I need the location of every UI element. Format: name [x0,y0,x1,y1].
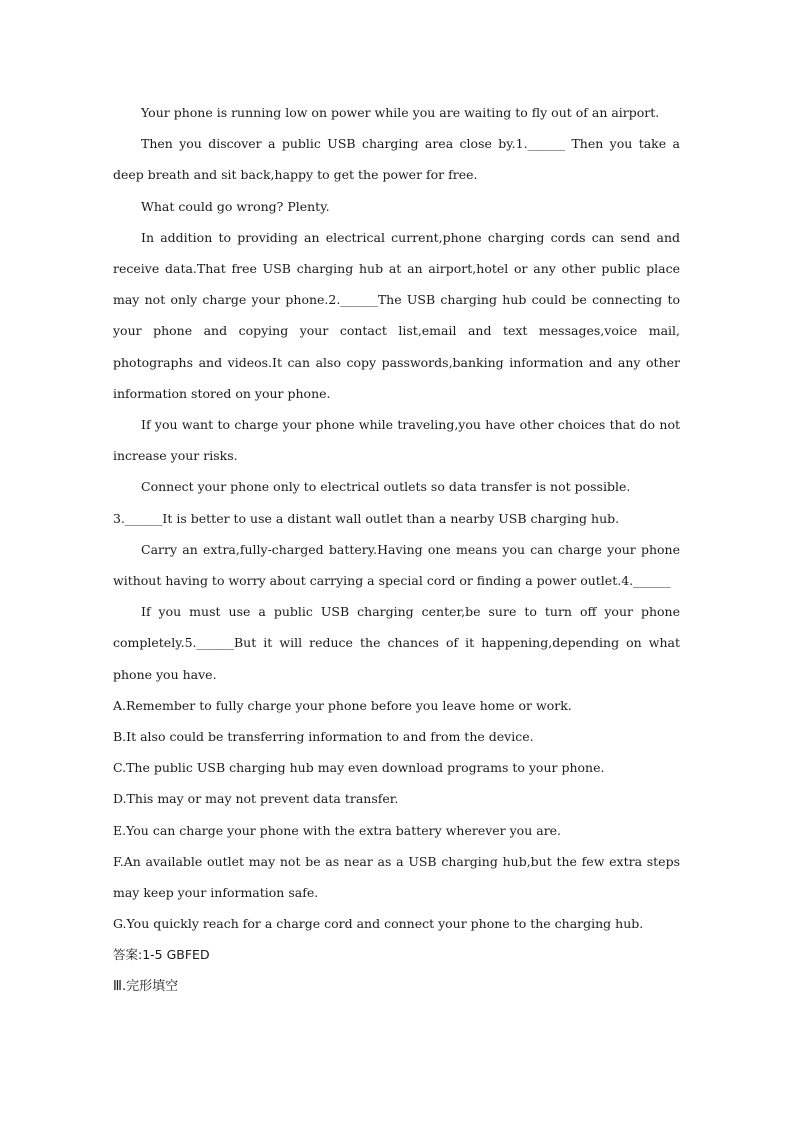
option-c: C.The public USB charging hub may even download programs to your phone. [113,760,605,776]
passage-paragraph-6: Connect your phone only to electrical outlets so data transfer is not possible. [141,479,631,495]
section-heading: Ⅲ.完形填空 [113,978,179,994]
option-f: F.An available outlet may not be as near as a USB charging hub,but the few extra steps may keep your information safe. [113,853,680,901]
option-e: E.You can charge your phone with the extra battery wherever you are. [113,822,562,838]
option-a: A.Remember to fully charge your phone before you leave home or work. [113,697,572,713]
passage-paragraph-4: In addition to providing an electrical current,phone charging cords can send and receive data.That free USB charging hub at an airport,hotel or any other public place may not only charge your phone.2.______The USB charging hub could be connecting to your phone and copying your contact list,email and text messages,voice mail, photographs and videos.It can also copy passwords,banking information and any other information stored on your phone. [113,229,680,401]
passage-paragraph-5: If you want to charge your phone while traveling,you have other choices that do not increase your risks. [113,417,680,464]
passage-paragraph-7: Carry an extra,fully-charged battery.Having one means you can charge your phone without having to worry about carrying a special cord or finding a power outlet.4.______ [113,541,680,589]
passage-paragraph-6-continued: 3.______It is better to use a distant wall outlet than a nearby USB charging hub. [113,510,620,526]
passage-paragraph-8: If you must use a public USB charging center,be sure to turn off your phone completely.5.______But it will reduce the chances of it happening,depending on what phone you have. [113,604,680,682]
passage-paragraph-3: What could go wrong? Plenty. [141,198,330,214]
passage-paragraph-1: Your phone is running low on power while you are waiting to fly out of an airport. [141,105,660,120]
options-list [113,690,680,940]
answer-key: 答案:1-5 GBFED [113,947,210,963]
option-d: D.This may or may not prevent data transfer. [113,791,399,807]
option-g: G.You quickly reach for a charge cord and connect your phone to the charging hub. [113,916,644,932]
document-page [113,97,680,1002]
passage-paragraph-2: Then you discover a public USB charging area close by.1.______ Then you take a deep breath and sit back,happy to get the power for free. [113,136,680,183]
option-b: B.It also could be transferring information to and from the device. [113,729,534,745]
